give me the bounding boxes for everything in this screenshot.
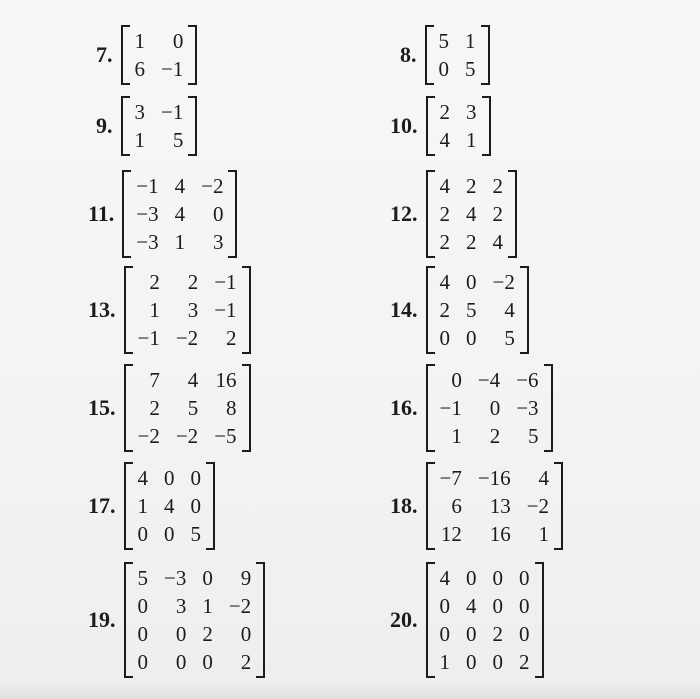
matrix-cell: 7 (149, 368, 160, 392)
problem-16 (390, 364, 553, 452)
problem-number: 20. (390, 607, 418, 632)
matrix-cell: −2 (175, 326, 199, 350)
problem-18 (390, 462, 563, 550)
matrix-cell: 0 (137, 622, 148, 646)
matrix (426, 364, 553, 452)
matrix-cell: 12 (440, 522, 462, 546)
problem-number: 16. (390, 395, 418, 420)
problem-11 (88, 170, 237, 258)
matrix (121, 25, 198, 85)
matrix-cell: 0 (451, 368, 462, 392)
problem-20 (390, 562, 544, 678)
matrix-cell: 0 (202, 650, 213, 674)
matrix-cell: 0 (172, 29, 184, 53)
matrix-cell: 6 (451, 494, 462, 518)
matrix-cell: −1 (161, 57, 184, 81)
matrix-cell: 3 (212, 230, 224, 254)
matrix-cell: 0 (439, 326, 450, 350)
matrix-cell: 4 (174, 202, 186, 226)
matrix-cell: 5 (187, 396, 199, 420)
matrix-cell: 0 (175, 650, 187, 674)
matrix-cell: 4 (492, 230, 503, 254)
matrix-cell: 1 (465, 29, 476, 53)
matrix-cell: 0 (240, 622, 252, 646)
matrix-cell: −2 (526, 494, 550, 518)
matrix (124, 364, 251, 452)
matrix-cell: 2 (439, 298, 450, 322)
matrix-cell: −7 (439, 466, 462, 490)
matrix-cell: 1 (466, 128, 477, 152)
matrix-cell: 1 (137, 494, 148, 518)
matrix-cell: 0 (190, 466, 201, 490)
matrix (425, 25, 490, 85)
matrix-cell: 4 (174, 174, 186, 198)
matrix-cell: 2 (492, 174, 503, 198)
matrix-cell: −3 (136, 230, 159, 254)
matrix-cell: 4 (439, 128, 450, 152)
problem-number: 18. (390, 493, 418, 518)
matrix-cell: 0 (466, 566, 477, 590)
matrix-cell: 8 (226, 396, 237, 420)
matrix-cell: −3 (136, 202, 159, 226)
matrix-cell: 5 (438, 29, 449, 53)
problem-number: 12. (390, 201, 418, 226)
problem-number: 9. (96, 113, 113, 138)
matrix-cell: 0 (519, 622, 530, 646)
matrix-cell: 0 (466, 270, 477, 294)
matrix-cell: 2 (492, 202, 503, 226)
matrix-cell: 0 (175, 622, 187, 646)
problem-number: 15. (88, 395, 116, 420)
matrix-cell: −2 (201, 174, 224, 198)
page-shadow (0, 681, 700, 699)
matrix-cell: 0 (519, 566, 530, 590)
matrix-cell: −4 (477, 368, 501, 392)
matrix-cell: 0 (489, 396, 501, 420)
matrix-cell: −2 (492, 270, 515, 294)
matrix-cell: 0 (492, 594, 503, 618)
matrix-cell: 4 (439, 174, 450, 198)
matrix-cell: 2 (240, 650, 252, 674)
matrix-cell: 4 (538, 466, 550, 490)
matrix-cell: 2 (187, 270, 199, 294)
matrix-cell: 4 (164, 494, 175, 518)
problem-number: 13. (88, 297, 116, 322)
matrix-cell: −16 (477, 466, 511, 490)
matrix-cell: 2 (439, 230, 450, 254)
matrix-cell: 0 (137, 594, 148, 618)
matrix-cell: 0 (212, 202, 224, 226)
matrix-cell: 6 (134, 57, 145, 81)
matrix-cell: 3 (175, 594, 187, 618)
problem-number: 7. (96, 42, 113, 67)
matrix-cell: −1 (136, 174, 159, 198)
matrix-cell: −2 (175, 424, 199, 448)
matrix (124, 266, 251, 354)
matrix (426, 266, 529, 354)
matrix-cell: −1 (161, 100, 184, 124)
matrix-cell: −3 (516, 396, 539, 420)
matrix-cell: −1 (137, 326, 160, 350)
matrix-cell: 4 (187, 368, 199, 392)
matrix-cell: −3 (164, 566, 187, 590)
matrix-cell: 0 (202, 566, 213, 590)
matrix-cell: 0 (466, 650, 477, 674)
matrix-cell: 2 (439, 100, 450, 124)
matrix-cell: 0 (137, 522, 148, 546)
problem-15 (88, 364, 251, 452)
matrix-cell: 9 (240, 566, 252, 590)
matrix-cell: 1 (439, 650, 450, 674)
matrix-cell: 1 (451, 424, 462, 448)
matrix-cell: 2 (466, 230, 477, 254)
matrix-cell: 1 (134, 29, 145, 53)
matrix-cell: 16 (489, 522, 511, 546)
problem-8 (400, 25, 490, 85)
matrix-cell: 1 (134, 128, 145, 152)
matrix-cell: 5 (465, 57, 476, 81)
matrix-cell: 5 (528, 424, 539, 448)
matrix-cell: 1 (538, 522, 550, 546)
matrix-cell: 5 (504, 326, 515, 350)
matrix-cell: 0 (137, 650, 148, 674)
matrix-cell: −1 (214, 270, 237, 294)
matrix-cell: −1 (439, 396, 462, 420)
matrix-cell: 2 (226, 326, 237, 350)
matrix-cell: −2 (228, 594, 252, 618)
matrix-cell: 0 (439, 622, 450, 646)
problem-13 (88, 266, 251, 354)
matrix-cell: 5 (466, 298, 477, 322)
problem-17 (88, 462, 215, 550)
matrix-cell: 13 (489, 494, 511, 518)
matrix-cell: 4 (439, 566, 450, 590)
matrix-cell: 4 (137, 466, 148, 490)
matrix-cell: 0 (190, 494, 201, 518)
problem-number: 11. (88, 201, 115, 226)
matrix-cell: 0 (164, 466, 175, 490)
problem-number: 14. (390, 297, 418, 322)
matrix-cell: 2 (489, 424, 501, 448)
matrix-cell: 2 (439, 202, 450, 226)
matrix-cell: 4 (439, 270, 450, 294)
problem-7 (96, 25, 197, 85)
matrix-cell: −6 (516, 368, 539, 392)
matrix-cell: 5 (137, 566, 148, 590)
problem-14 (390, 266, 529, 354)
matrix-cell: 4 (466, 594, 477, 618)
problem-10 (390, 96, 491, 156)
matrix-cell: 2 (149, 396, 160, 420)
matrix-cell: −1 (214, 298, 237, 322)
matrix (121, 96, 198, 156)
matrix-cell: 16 (215, 368, 237, 392)
matrix-cell: 4 (466, 202, 477, 226)
matrix (426, 562, 544, 678)
matrix-cell: 3 (134, 100, 145, 124)
problem-number: 19. (88, 607, 116, 632)
matrix-cell: 3 (466, 100, 477, 124)
matrix-cell: 3 (187, 298, 199, 322)
matrix-cell: 0 (466, 326, 477, 350)
matrix-cell: 2 (492, 622, 503, 646)
problem-number: 10. (390, 113, 418, 138)
problem-number: 17. (88, 493, 116, 518)
matrix-cell: 0 (466, 622, 477, 646)
problem-12 (390, 170, 517, 258)
matrix-cell: 0 (519, 594, 530, 618)
matrix-cell: 5 (190, 522, 201, 546)
matrix-cell: 0 (164, 522, 175, 546)
matrix (124, 462, 216, 550)
matrix (124, 562, 266, 678)
matrix-cell: 0 (492, 650, 503, 674)
matrix (426, 96, 491, 156)
matrix-cell: 1 (202, 594, 213, 618)
matrix-cell: 4 (504, 298, 515, 322)
matrix-cell: 2 (519, 650, 530, 674)
matrix-cell: 0 (439, 594, 450, 618)
matrix (426, 170, 518, 258)
matrix-cell: 1 (149, 298, 160, 322)
matrix-cell: −5 (214, 424, 237, 448)
problem-number: 8. (400, 42, 417, 67)
matrix-cell: 2 (149, 270, 160, 294)
matrix-cell: 5 (172, 128, 184, 152)
matrix-cell: 2 (466, 174, 477, 198)
matrix-cell: 0 (492, 566, 503, 590)
matrix (426, 462, 564, 550)
matrix (122, 170, 237, 258)
matrix-cell: −2 (137, 424, 160, 448)
matrix-cell: 2 (202, 622, 213, 646)
matrix-cell: 1 (174, 230, 186, 254)
matrix-cell: 0 (438, 57, 449, 81)
problem-19 (88, 562, 265, 678)
problem-9 (96, 96, 197, 156)
